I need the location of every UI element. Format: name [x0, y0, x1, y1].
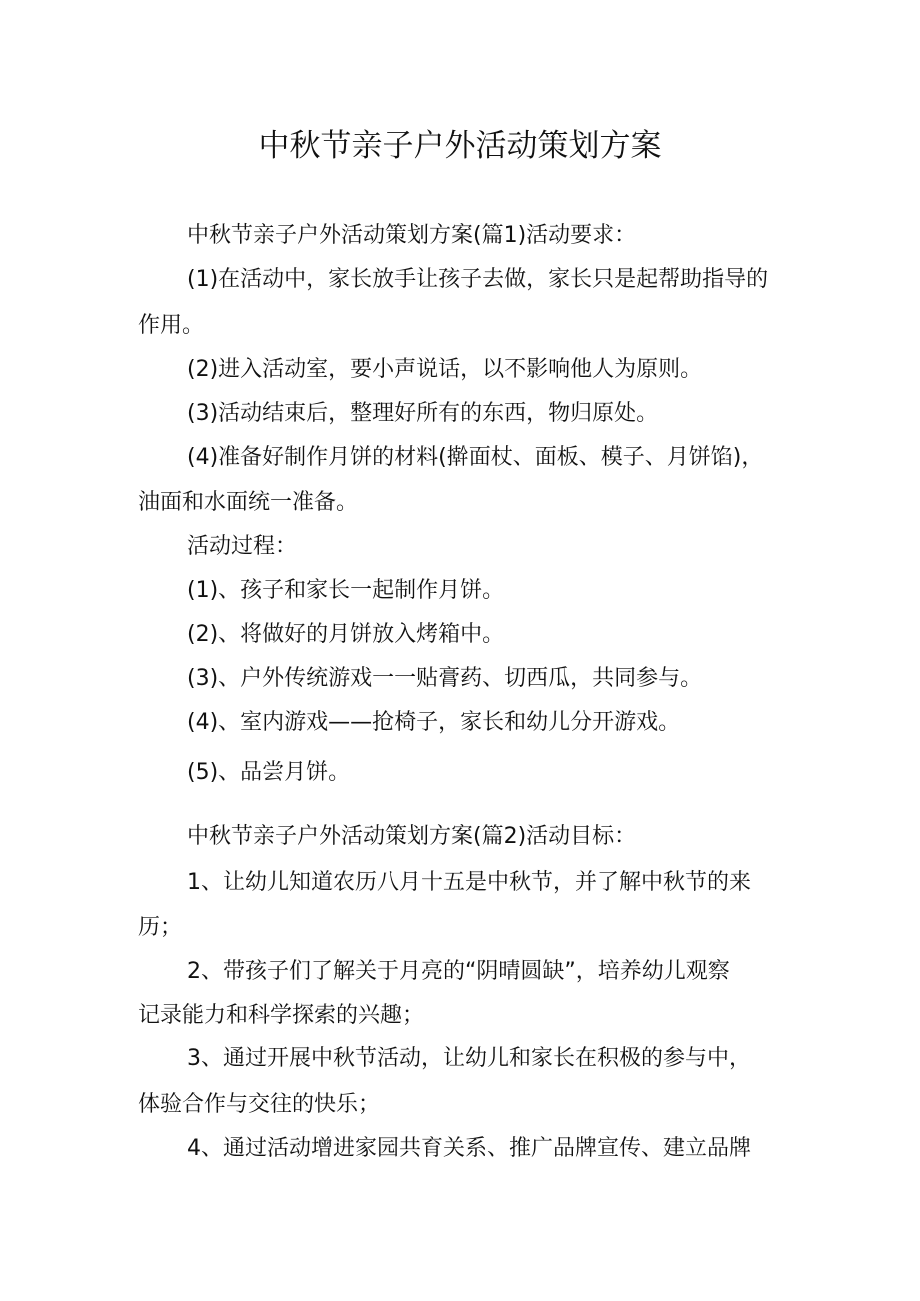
section1-heading: 中秋节亲子户外活动策划方案(篇1)活动要求：: [187, 223, 637, 248]
requirement-line: (1)在活动中，家长放手让孩子去做，家长只是起帮助指导的: [187, 267, 769, 292]
process-heading: 活动过程：: [187, 534, 298, 559]
process-step: (1)、孩子和家长一起制作月饼。: [187, 578, 505, 603]
process-step: (3)、户外传统游戏一一贴膏药、切西瓜，共同参与。: [187, 666, 703, 691]
process-step: (5)、品尝月饼。: [187, 760, 351, 785]
goal-line: 体验合作与交往的快乐；: [138, 1092, 381, 1117]
process-step: (2)、将做好的月饼放入烤箱中。: [187, 622, 505, 647]
goal-line: 3、通过开展中秋节活动，让幼儿和家长在积极的参与中，: [187, 1046, 751, 1071]
requirement-line: (3)活动结束后，整理好所有的东西，物归原处。: [187, 401, 659, 426]
requirement-line: 油面和水面统一准备。: [138, 490, 359, 515]
requirement-line: (4)准备好制作月饼的材料(擀面杖、面板、模子、月饼馅)，: [187, 445, 764, 470]
goal-line: 4、通过活动增进家园共育关系、推广品牌宣传、建立品牌: [187, 1136, 751, 1161]
goal-line: 历；: [138, 915, 183, 940]
goal-line: 1、让幼儿知道农历八月十五是中秋节，并了解中秋节的来: [187, 870, 751, 895]
process-step: (4)、室内游戏——抢椅子，家长和幼儿分开游戏。: [187, 710, 681, 735]
requirement-line: (2)进入活动室，要小声说话，以不影响他人为原则。: [187, 357, 703, 382]
requirement-line: 作用。: [138, 313, 205, 338]
document-title: 中秋节亲子户外活动策划方案: [258, 128, 662, 164]
goal-line: 2、带孩子们了解关于月亮的“阴晴圆缺”，培养幼儿观察: [187, 959, 730, 984]
section2-heading: 中秋节亲子户外活动策划方案(篇2)活动目标：: [187, 824, 637, 849]
goal-line: 记录能力和科学探索的兴趣；: [138, 1003, 425, 1028]
